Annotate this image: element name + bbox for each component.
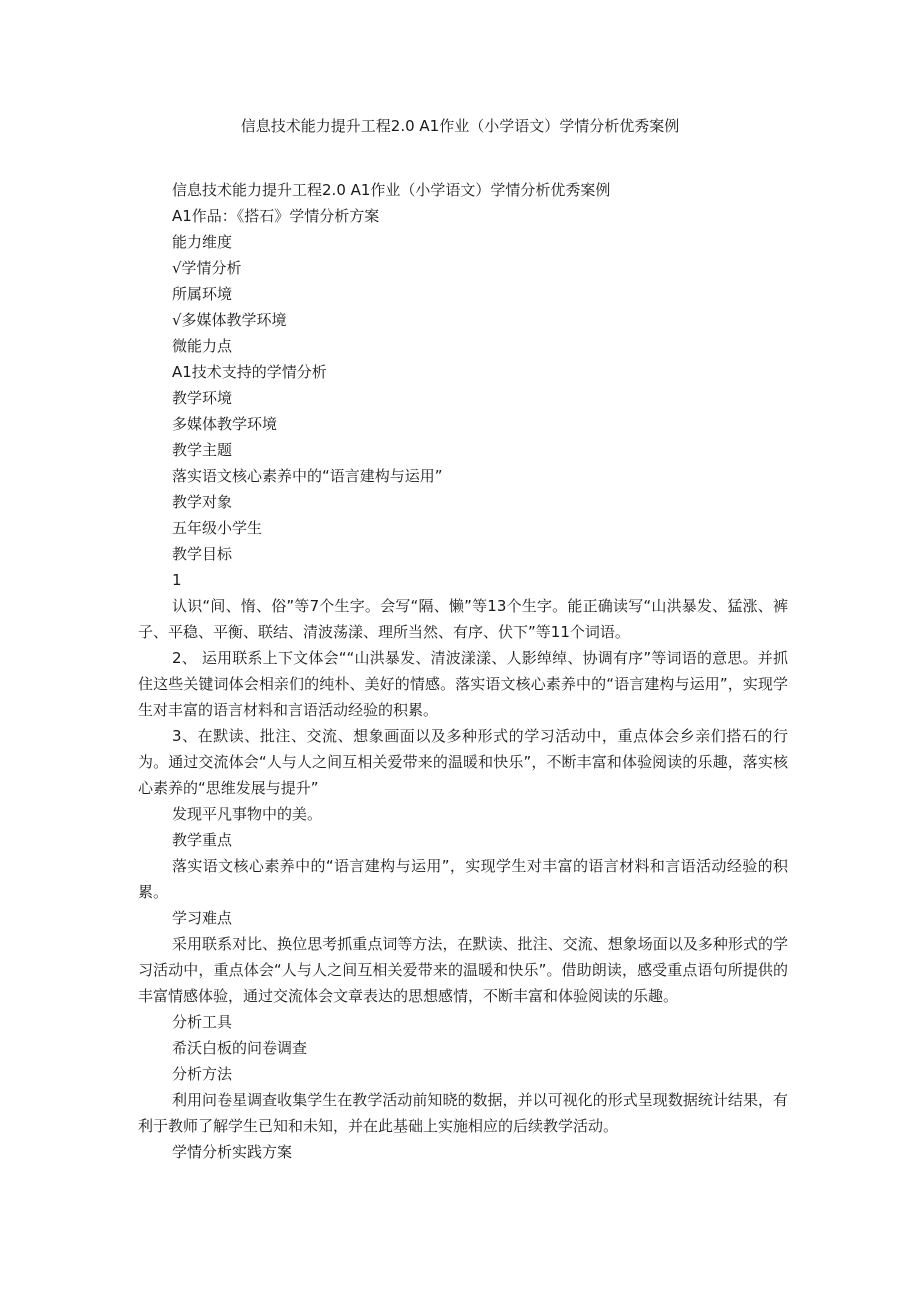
section-label: 教学对象 [172, 493, 233, 511]
goal-paragraph-3: 3、在默读、批注、交流、想象画面以及多种形式的学习活动中，重点体会乡亲们搭石的行为。通过交流体会“人与人之间互相关爱带来的温暖和快乐”，不断丰富和体验阅读的乐趣，落实核心素养的“思维发展与提升” [138, 727, 788, 797]
section-label: 教学重点 [172, 831, 233, 849]
section-label: 分析工具 [172, 1013, 233, 1031]
key-point-paragraph: 落实语文核心素养中的“语言建构与运用”，实现学生对丰富的语言材料和言语活动经验的积累。 [138, 857, 788, 901]
section-value: √多媒体教学环境 [172, 311, 287, 329]
section-label: 分析方法 [172, 1065, 233, 1083]
goal-paragraph-2: 2、 运用联系上下文体会““山洪暴发、清波漾漾、人影绰绰、协调有序”等词语的意思。并抓住这些关键词体会相亲们的纯朴、美好的情感。落实语文核心素养中的“语言建构与运用”，实现学生对丰富的语言材料和言语活动经验的积累。 [138, 649, 788, 719]
section-value: 落实语文核心素养中的“语言建构与运用” [172, 467, 443, 485]
goal-number: 1 [172, 571, 182, 589]
section-value: √学情分析 [172, 259, 242, 277]
work-title: A1作品：《搭石》学情分析方案 [172, 207, 380, 225]
heading-line: 信息技术能力提升工程2.0 A1作业（小学语文）学情分析优秀案例 [172, 181, 611, 199]
goal-continuation: 发现平凡事物中的美。 [172, 805, 323, 823]
document-title: 信息技术能力提升工程2.0 A1作业（小学语文）学情分析优秀案例 [240, 117, 680, 135]
section-label: 学情分析实践方案 [172, 1143, 293, 1161]
goal-paragraph-1: 认识“间、惰、俗”等7个生字。会写“隔、懒”等13个生字。能正确读写“山洪暴发、猛涨、裤子、平稳、平衡、联结、清波荡漾、理所当然、有序、伏下”等11个词语。 [138, 597, 788, 641]
section-label: 能力维度 [172, 233, 233, 251]
section-label: 教学目标 [172, 545, 233, 563]
section-label: 所属环境 [172, 285, 233, 303]
section-label: 教学主题 [172, 441, 233, 459]
method-paragraph: 利用问卷星调查收集学生在教学活动前知晓的数据，并以可视化的形式呈现数据统计结果，有利于教师了解学生已知和未知，并在此基础上实施相应的后续教学活动。 [138, 1091, 788, 1135]
section-value: 多媒体教学环境 [172, 415, 278, 433]
section-label: 教学环境 [172, 389, 233, 407]
document-body [138, 177, 788, 1165]
section-value: 五年级小学生 [172, 519, 263, 537]
section-value: 希沃白板的问卷调查 [172, 1039, 308, 1057]
section-label: 学习难点 [172, 909, 233, 927]
difficulty-paragraph: 采用联系对比、换位思考抓重点词等方法，在默读、批注、交流、想象场面以及多种形式的学习活动中，重点体会“人与人之间互相关爱带来的温暖和快乐”。借助朗读，感受重点语句所提供的丰富情感体验，通过交流体会文章表达的思想感情，不断丰富和体验阅读的乐趣。 [138, 935, 788, 1005]
section-label: 微能力点 [172, 337, 233, 355]
section-value: A1技术支持的学情分析 [172, 363, 327, 381]
